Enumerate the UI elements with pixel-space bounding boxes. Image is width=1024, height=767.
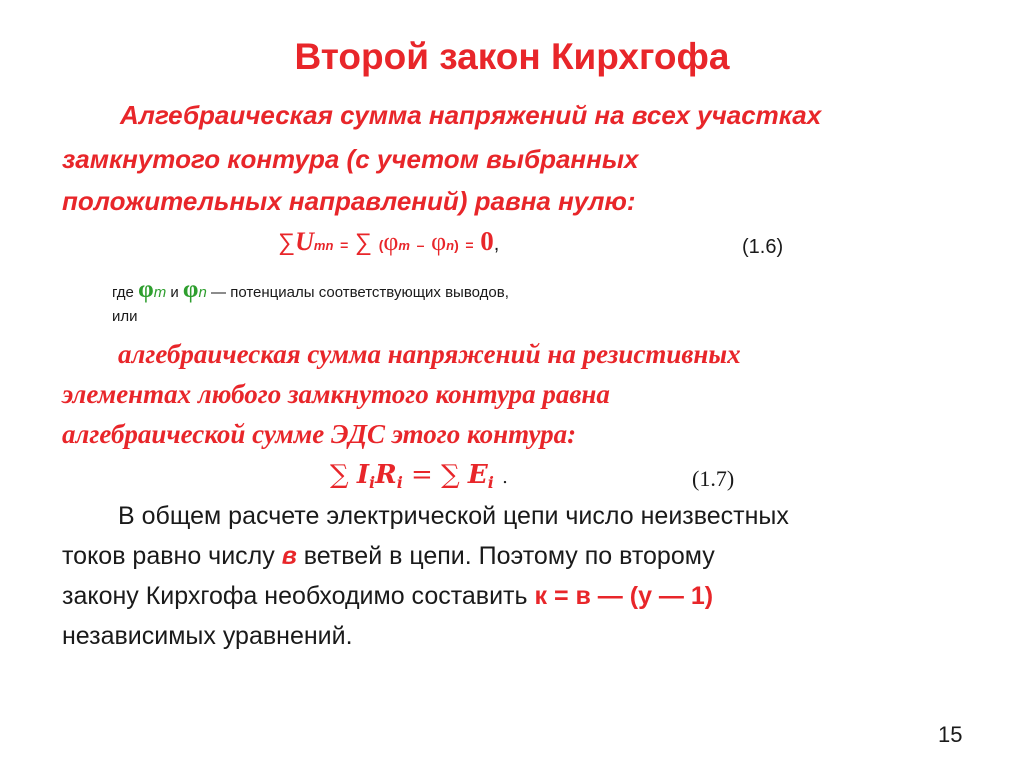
- definition2-line3: алгебраической сумме ЭДС этого контура:: [62, 419, 577, 449]
- resistance-symbol: R: [375, 460, 397, 490]
- where-prefix: где: [112, 284, 134, 301]
- equals-sign: =: [340, 237, 349, 253]
- definition2-line1: алгебраическая сумма напряжений на резистивных: [118, 339, 741, 369]
- definition2-line2: элементах любого замкнутого контура равна: [62, 379, 610, 409]
- emf-symbol: E: [467, 460, 488, 490]
- equation-1-6-number: (1.6): [742, 236, 784, 258]
- paragraph-line3-a: закону Кирхгофа необходимо составить: [62, 582, 528, 610]
- phi-m-symbol: φ: [383, 227, 399, 256]
- equation-1-7-number: (1.7): [692, 466, 735, 491]
- definition1-line2: замкнутого контура (с учетом выбранных: [62, 144, 639, 174]
- paragraph-line1: В общем расчете электрической цепи число неизвестных: [118, 502, 789, 530]
- paragraph-line4: независимых уравнений.: [62, 622, 353, 650]
- definition1-line1: Алгебраическая сумма напряжений на всех участках: [120, 100, 822, 130]
- definition1-line3: положительных направлений) равна нулю:: [62, 186, 636, 216]
- current-subscript: i: [369, 473, 376, 492]
- sum-symbol-4: ∑: [441, 460, 460, 490]
- slide-title: Второй закон Кирхгофа: [294, 36, 730, 77]
- zero-value: 0: [480, 226, 494, 256]
- where-and: и: [170, 284, 179, 301]
- paragraph-line3: [62, 582, 713, 611]
- paragraph-line2: [62, 542, 715, 571]
- phi-n-subscript: n: [446, 238, 455, 253]
- sum-symbol-2: ∑: [354, 229, 373, 256]
- or-word: или: [112, 308, 138, 325]
- branches-variable: в: [281, 542, 297, 570]
- equation-1-7: [330, 460, 508, 490]
- open-paren: (: [378, 237, 384, 253]
- resistance-subscript: i: [396, 473, 403, 492]
- eq17-dot: .: [502, 467, 508, 488]
- equation-1-6: [278, 226, 499, 257]
- sum-symbol: ∑: [278, 229, 296, 256]
- phi-symbol-m: φ: [138, 276, 154, 303]
- where-description: — потенциалы соответствующих выводов,: [211, 284, 509, 301]
- sum-symbol-3: ∑: [330, 460, 349, 490]
- voltage-symbol: U: [295, 227, 314, 256]
- where-line: [112, 276, 509, 304]
- minus-sign: –: [416, 237, 425, 253]
- eq16-comma: ,: [493, 233, 500, 255]
- paragraph-line2-a: токов равно числу: [62, 542, 275, 570]
- equals-sign-2: =: [465, 237, 474, 253]
- phi-symbol-n: φ: [182, 276, 199, 303]
- equation-count-formula: к = в — (у — 1): [534, 582, 714, 610]
- emf-subscript: i: [487, 473, 494, 492]
- phi-m-subscript: m: [398, 238, 410, 253]
- page-number: 15: [938, 722, 963, 747]
- phi-n-symbol: φ: [431, 227, 447, 256]
- current-symbol: I: [356, 460, 369, 490]
- close-paren: ): [454, 237, 459, 253]
- phi-subscript-n: n: [198, 284, 207, 301]
- equals-sign-3: =: [411, 460, 433, 490]
- paragraph-line2-c: ветвей в цепи. Поэтому по второму: [303, 542, 715, 570]
- voltage-subscript: mn: [313, 238, 334, 253]
- phi-subscript-m: m: [153, 284, 167, 301]
